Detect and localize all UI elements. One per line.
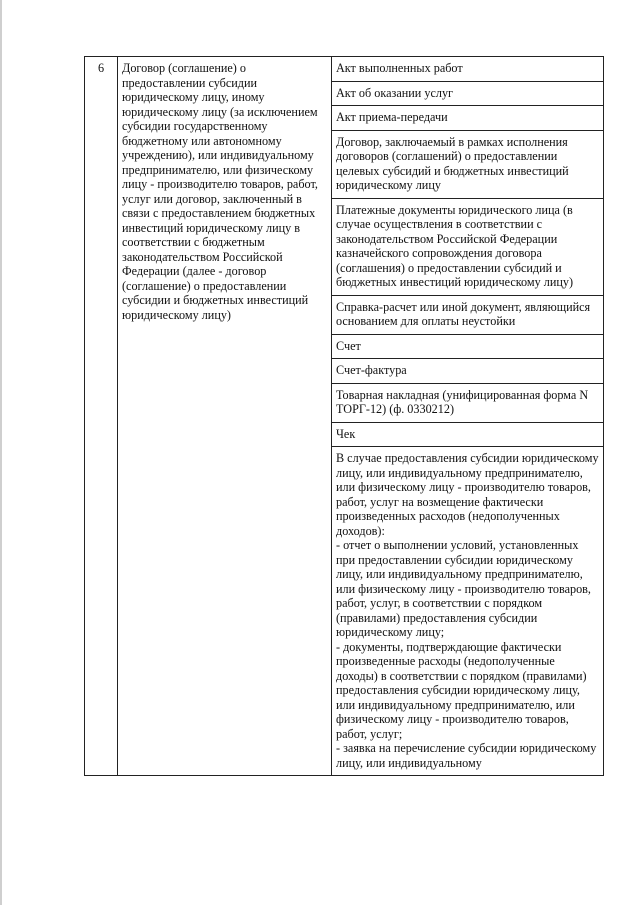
document-cell: Счет bbox=[332, 334, 604, 359]
document-cell: Договор, заключаемый в рамках исполнения договоров (соглашений) о предоставлении целевых субсидий и бюджетных инвестиций юридическому лицу bbox=[332, 130, 604, 198]
table-row bbox=[85, 57, 604, 82]
document-cell: Товарная накладная (унифицированная форма N ТОРГ-12) (ф. 0330212) bbox=[332, 383, 604, 422]
document-cell: Акт об оказании услуг bbox=[332, 81, 604, 106]
documents-table bbox=[84, 56, 604, 776]
document-cell: Справка-расчет или иной документ, являющийся основанием для оплаты неустойки bbox=[332, 295, 604, 334]
document-cell: Платежные документы юридического лица (в случае осуществления в соответствии с законодательством Российской Федерации казначейского сопровождения договора (соглашения) о предоставлении субсидий и бюджетных инвестиций юридическому лицу) bbox=[332, 198, 604, 295]
document-cell: Счет-фактура bbox=[332, 359, 604, 384]
scan-edge-line bbox=[0, 0, 2, 905]
document-cell: Чек bbox=[332, 422, 604, 447]
document-cell: Акт выполненных работ bbox=[332, 57, 604, 82]
row-number: 6 bbox=[85, 57, 118, 776]
document-cell-conditions: В случае предоставления субсидии юридическому лицу, или индивидуальному предпринимателю, или физическому лицу - производителю товаров, работ, услуг на возмещение фактически произведенных расходов (недополученных доходов): - отчет о выполнении условий, установленных при предоставлении субсидии юридическому лицу, или индивидуальному предпринимателю, или физическому лицу - производителю товаров, работ, услуг, в соответствии с порядком (правилами) предоставления субсидии юридическому лицу; - документы, подтверждающие фактически произведенные расходы (недополученные доходы) в соответствии с порядком (правилами) предоставления субсидии юридическому лицу, или индивидуальному предпринимателю, или физическому лицу - производителю товаров, работ, услуг; - заявка на перечисление субсидии юридическому лицу, или индивидуальному bbox=[332, 447, 604, 776]
document-cell: Акт приема-передачи bbox=[332, 106, 604, 131]
subject-cell: Договор (соглашение) о предоставлении субсидии юридическому лицу, иному юридическому лицу (за исключением субсидии государственному бюджетному или автономному учреждению), или индивидуальному предпринимателю, или физическому лицу - производителю товаров, работ, услуг или договор, заключенный в связи с предоставлением бюджетных инвестиций юридическому лицу в соответствии с бюджетным законодательством Российской Федерации (далее - договор (соглашение) о предоставлении субсидии и бюджетных инвестиций юридическому лицу) bbox=[118, 57, 332, 776]
